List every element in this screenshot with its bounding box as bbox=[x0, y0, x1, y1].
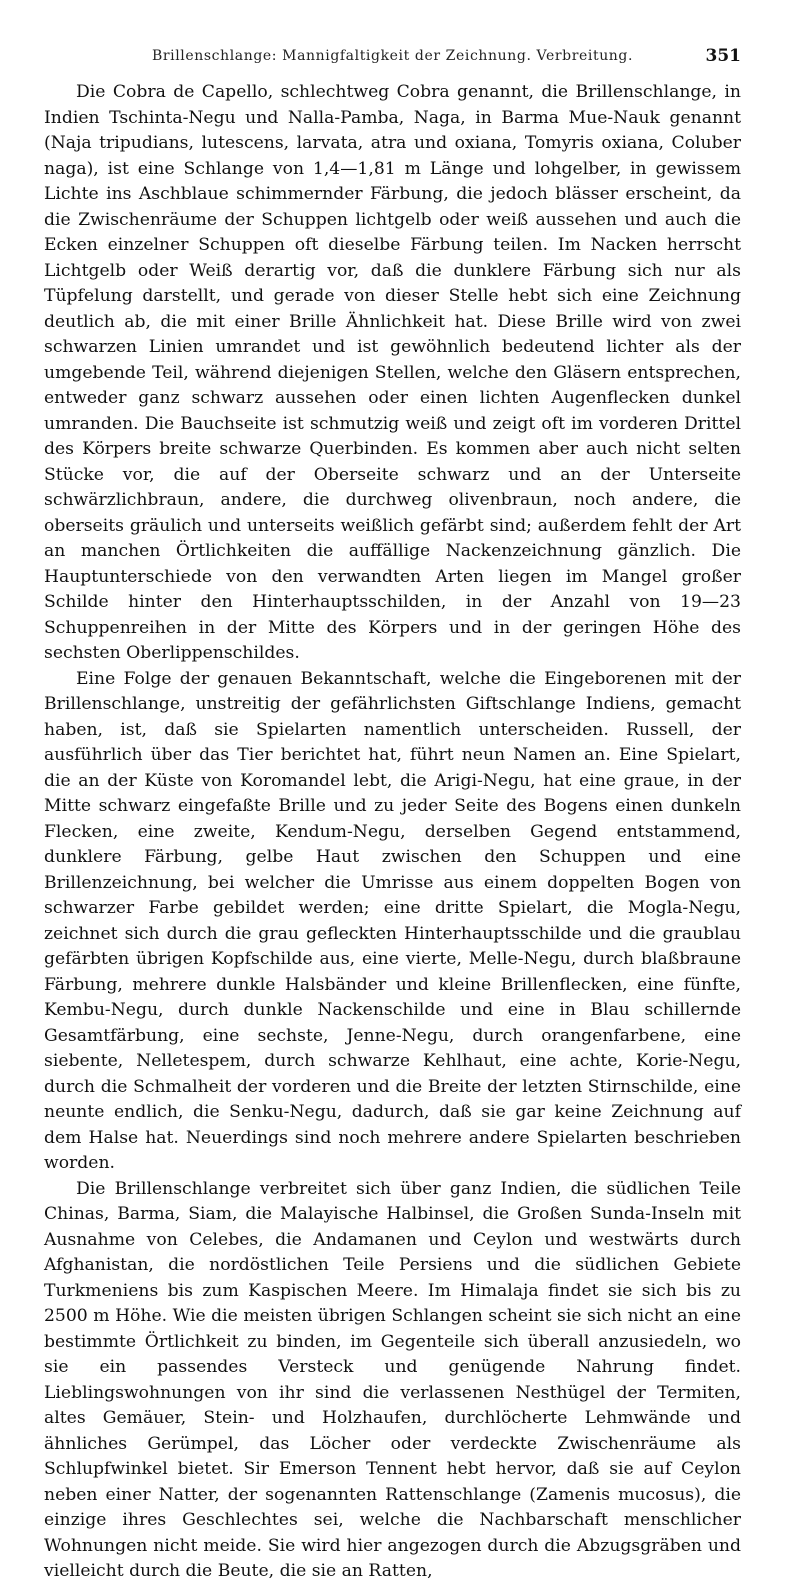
paragraph-cobra-description: Die Cobra de Capello, schlechtweg Cobra genannt, die Brillenschlange, in Indien Tschinta-Negu und Nalla-Pamba, Naga, in Barma Mue-Nauk genannt (Naja tripudians, lutescens, larvata, atra und oxiana, Tomyris oxiana, Coluber naga), ist eine Schlange von 1,4—1,81 m Länge und lohgelber, in gewissem Lichte ins Aschblaue schimmernder Färbung, die jedoch blässer erscheint, da die Zwischenräume der Schuppen lichtgelb oder weiß aussehen und auch die Ecken einzelner Schuppen oft dieselbe Färbung teilen. Im Nacken herrscht Lichtgelb oder Weiß derartig vor, daß die dunklere Färbung sich nur als Tüpfelung darstellt, und gerade von dieser Stelle hebt sich eine Zeichnung deutlich ab, die mit einer Brille Ähnlichkeit hat. Diese Brille wird von zwei schwarzen Linien umrandet und ist gewöhnlich bedeutend lichter als der umgebende Teil, während diejenigen Stellen, welche den Gläsern entsprechen, entweder ganz schwarz aussehen oder einen lichten Augenflecken dunkel umranden. Die Bauchseite ist schmutzig weiß und zeigt oft im vorderen Drittel des Körpers breite schwarze Querbinden. Es kommen aber auch nicht selten Stücke vor, die auf der Oberseite schwarz und an der Unterseite schwärzlichbraun, andere, die durchweg olivenbraun, noch andere, die oberseits gräulich und unterseits weißlich gefärbt sind; außerdem fehlt der Art an manchen Örtlichkeiten die auffällige Nackenzeichnung gänzlich. Die Hauptunterschiede von den verwandten Arten liegen im Mangel großer Schilde hinter den Hinterhauptsschilden, in der Anzahl von 19—23 Schuppenreihen in der Mitte des Körpers und in der geringen Höhe des sechsten Oberlippenschildes. bbox=[44, 82, 741, 663]
paragraph-varieties: Eine Folge der genauen Bekanntschaft, welche die Eingeborenen mit der Brillenschlange, unstreitig der gefährlichsten Giftschlange Indiens, gemacht haben, ist, daß sie Spielarten namentlich unterscheiden. Russell, der ausführlich über das Tier berichtet hat, führt neun Namen an. Eine Spielart, die an der Küste von Koromandel lebt, die Arigi-Negu, hat eine graue, in der Mitte schwarz eingefaßte Brille und zu jeder Seite des Bogens einen dunkeln Flecken, eine zweite, Kendum-Negu, derselben Gegend entstammend, dunklere Färbung, gelbe Haut zwischen den Schuppen und eine Brillenzeichnung, bei welcher die Umrisse aus einem doppelten Bogen von schwarzer Farbe gebildet werden; eine dritte Spielart, die Mogla-Negu, zeichnet sich durch die grau gefleckten Hinterhauptsschilde und die graublau gefärbten übrigen Kopfschilde aus, eine vierte, Melle-Negu, durch blaßbraune Färbung, mehrere dunkle Halsbänder und kleine Brillenflecken, eine fünfte, Kembu-Negu, durch dunkle Nackenschilde und eine in Blau schillernde Gesamtfärbung, eine sechste, Jenne-Negu, durch orangenfarbene, eine siebente, Nelletespem, durch schwarze Kehlhaut, eine achte, Korie-Negu, durch die Schmalheit der vorderen und die Breite der letzten Stirnschilde, eine neunte endlich, die Senku-Negu, dadurch, daß sie gar keine Zeichnung auf dem Halse hat. Neuerdings sind noch mehrere andere Spielarten beschrieben worden. bbox=[44, 668, 741, 1173]
body-text bbox=[44, 80, 741, 1585]
running-head: Brillenschlange: Mannigfaltigkeit der Zeichnung. Verbreitung. bbox=[151, 48, 634, 64]
page-number: 351 bbox=[705, 46, 741, 66]
page-header bbox=[44, 40, 741, 74]
paragraph-distribution: Die Brillenschlange verbreitet sich über ganz Indien, die südlichen Teile Chinas, Barma, Siam, die Malayische Halbinsel, die Großen Sunda-Inseln mit Ausnahme von Celebes, die Andamanen und Ceylon und westwärts durch Afghanistan, die nordöstlichen Teile Persiens und die südlichen Gebiete Turkmeniens bis zum Kaspischen Meere. Im Himalaja findet sie sich bis zu 2500 m Höhe. Wie die meisten übrigen Schlangen scheint sie sich nicht an eine bestimmte Örtlichkeit zu binden, im Gegenteile sich überall anzusiedeln, wo sie ein passendes Versteck und genügende Nahrung findet. Lieblingswohnungen von ihr sind die verlassenen Nesthügel der Termiten, altes Gemäuer, Stein- und Holzhaufen, durchlöcherte Lehmwände und ähnliches Gerümpel, das Löcher oder verdeckte Zwischenräume als Schlupfwinkel bietet. Sir Emerson Tennent hebt hervor, daß sie auf Ceylon neben einer Natter, der sogenannten Rattenschlange (Zamenis mucosus), die einzige ihres Geschlechtes sei, welche die Nachbarschaft menschlicher Wohnungen nicht meide. Sie wird hier angezogen durch die Abzugsgräben und vielleicht durch die Beute, die sie an Ratten, bbox=[44, 1178, 741, 1581]
